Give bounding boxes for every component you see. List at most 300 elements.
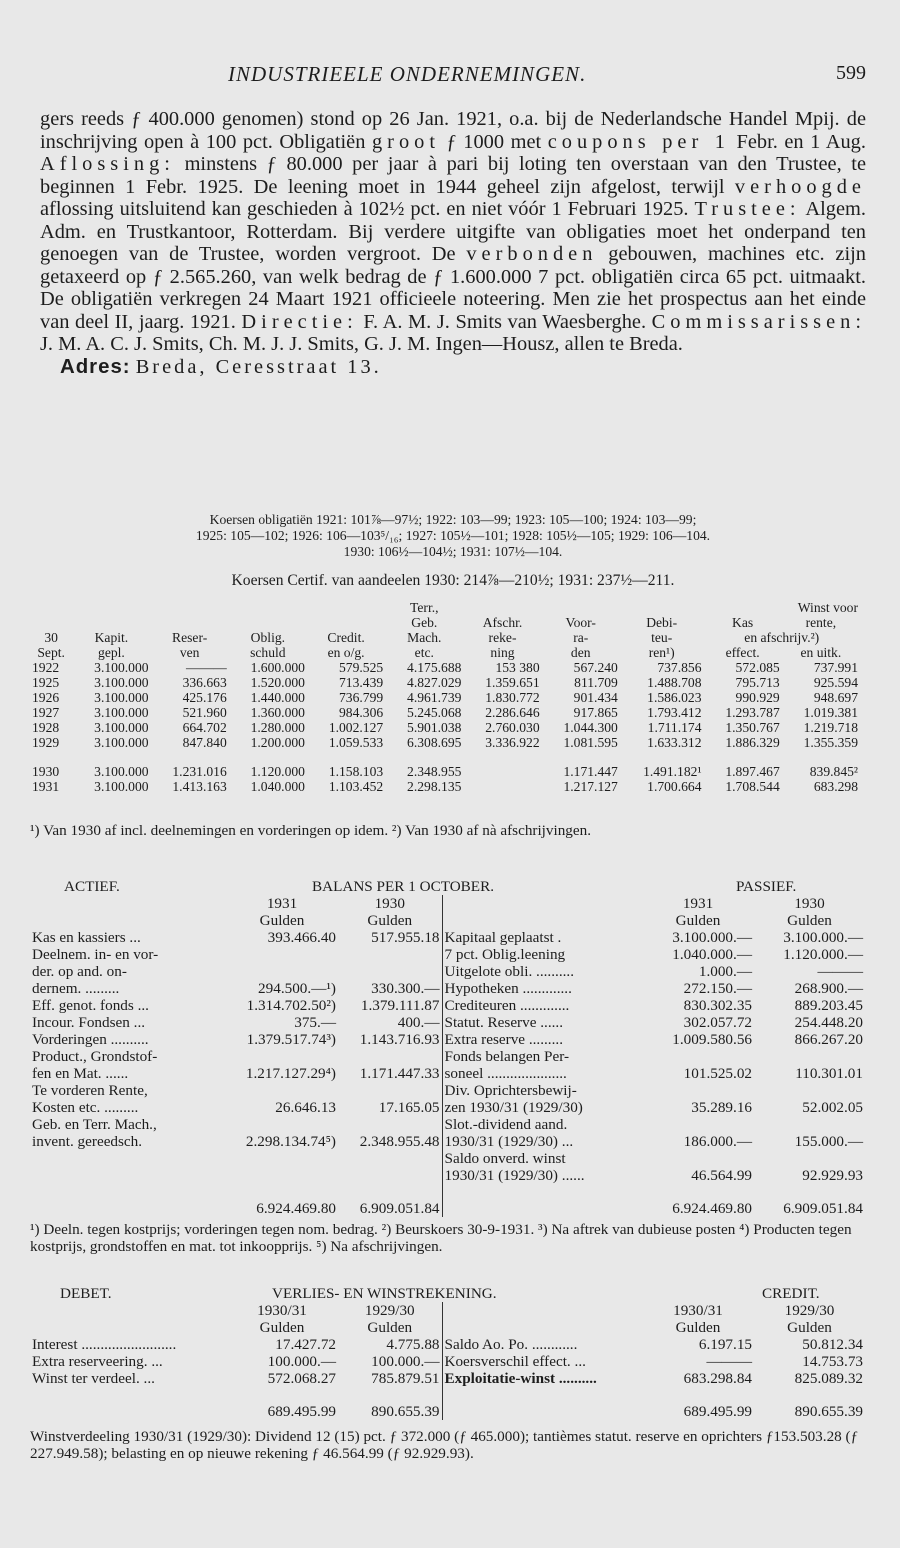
row-label: Eff. genot. fonds ... [32,997,149,1014]
text-run: Febr. en 1 Aug. [729,130,866,153]
table-row [30,1014,865,1031]
text-run: Algem. Adm. en Trustkantoor, Rotterdam. Bij verdere uitgifte van obligaties moet het onderpand ten genoegen van de Trustee, worden vergroot. De [40,198,866,265]
table-cell: 153 380 [495,660,540,675]
table-cell: 664.702 [182,720,227,735]
table-cell: 5.245.068 [407,705,462,720]
table-row [30,980,865,997]
row-label: Koersverschil effect. ... [442,1353,642,1370]
quote-line: 1925: 105—102; 1926: 106—103⁵/₁₆; 1927: 105½—101; 1928: 105½—105; 1929: 106—104. [195,528,711,543]
table-cell: 1.040.000.— [672,946,752,963]
header-row [30,1302,865,1319]
table-cell [30,600,72,615]
spaced-term: verhoogde [734,175,866,198]
credit-title: CREDIT. [762,1285,820,1302]
table-cell: 1.103.452 [328,779,384,794]
table-cell: 901.434 [573,690,618,705]
table-cell [754,1116,865,1133]
profit-loss [30,1285,865,1462]
table-cell: 101.525.02 [683,1065,752,1082]
column-header: 1930/31 [673,1302,723,1319]
table-row [30,690,860,705]
spacer [30,750,860,764]
row-label: Saldo onverd. winst [442,1150,642,1167]
table-cell: 46.564.99 [691,1167,752,1184]
column-header: Oblig. [250,630,286,645]
table-cell: 1.040.000 [250,779,305,794]
text-run: gers reeds ƒ 400.000 genomen) stond op 26 Jan. 1921, o.a. bij de Nederlandsche Handel Mpij. de inschrijving open à 100 pct. Obligatiën [40,108,866,153]
pl-title: VERLIES- EN WINSTREKENING. [272,1285,497,1302]
table-cell: 2.348.955 [407,764,462,779]
table-cell [30,1184,226,1217]
row-label: 7 pct. Oblig.leening [442,946,642,963]
table-cell: 35.289.16 [691,1099,752,1116]
pl-table [30,1302,865,1420]
table-cell: 839.845² [809,764,858,779]
table-cell [338,946,442,963]
header-row [30,615,860,630]
column-header: Kapit. [94,630,129,645]
row-label: der. op and. on- [32,963,127,980]
table-cell: 1.488.708 [647,675,702,690]
column-header: en o/g. [327,645,365,660]
table-cell: 50.812.34 [802,1336,863,1353]
table-cell [338,1167,442,1184]
table-cell: 2.298.134.74⁵) [245,1133,336,1150]
total: 890.655.39 [371,1403,440,1420]
table-cell [754,1150,865,1167]
table-row [30,1150,865,1167]
table-row [30,963,865,980]
table-cell [226,946,338,963]
table-cell: 1.350.767 [725,720,780,735]
spaced-term: Commissarissen: [651,310,867,333]
table-cell [442,1319,642,1336]
column-header: en afschrijv.²) [744,630,820,645]
table-cell [442,1184,642,1217]
table-row [30,1065,865,1082]
total: 6.909.051.84 [783,1200,863,1217]
table-cell: 1927 [32,705,60,720]
column-header: Gulden [259,1319,305,1336]
row-label: Kosten etc. ......... [32,1099,139,1116]
table-cell: 683.298.84 [683,1370,752,1387]
column-header: gepl. [98,645,125,660]
table-cell: 14.753.73 [802,1353,863,1370]
table-cell: ——— [706,1353,752,1370]
balance-title: BALANS PER 1 OCTOBER. [312,878,494,895]
passief-title: PASSIEF. [736,878,797,895]
column-header: 1931 [682,895,714,912]
column-header: effect. [725,645,760,660]
table-cell: 302.057.72 [683,1014,752,1031]
table-cell: 1.217.127 [563,779,618,794]
table-cell: 1.158.103 [328,764,384,779]
address: Breda, Ceresstraat 13. [135,355,382,378]
table-cell: 1.143.716.93 [359,1031,440,1048]
column-header: den [570,645,591,660]
table-cell: 17.427.72 [275,1336,336,1353]
table-cell: 6.308.695 [407,735,462,750]
table-cell: 3.100.000 [94,690,149,705]
total: 6.909.051.84 [359,1200,440,1217]
total: 890.655.39 [794,1403,863,1420]
table-cell [226,963,338,980]
column-header: Gulden [675,1319,721,1336]
table-cell [30,1319,226,1336]
table-row [30,929,865,946]
table-cell: 1.491.182¹ [643,764,702,779]
row-label: dernem. ......... [32,980,120,997]
table-row [30,1048,865,1065]
table-cell [30,1302,226,1319]
table-row [30,1133,865,1150]
column-header: Debi- [646,615,678,630]
row-label: Kapitaal geplaatst . [442,929,642,946]
table-cell [463,779,541,794]
row-label: zen 1930/31 (1929/30) [442,1099,642,1116]
table-cell: 3.100.000 [94,675,149,690]
table-cell: 736.799 [339,690,384,705]
table-cell: 254.448.20 [794,1014,863,1031]
table-cell [226,1150,338,1167]
table-cell: 1.586.023 [647,690,702,705]
table-cell: 1.700.664 [647,779,702,794]
row-label: Winst ter verdeel. ... [32,1370,155,1387]
table-row [30,675,860,690]
table-cell: 683.298 [813,779,858,794]
table-cell [642,1048,754,1065]
column-header: 30 [44,630,58,645]
row-label: Geb. en Terr. Mach., [32,1116,157,1133]
total: 689.495.99 [267,1403,336,1420]
table-cell: 1.280.000 [250,720,305,735]
table-cell: 1931 [32,779,60,794]
total: 6.924.469.80 [672,1200,752,1217]
balance-footnote: ¹) Deeln. tegen kostprijs; vorderingen tegen nom. bedrag. ²) Beurskoers 30-9-1931. ³) Na aftrek van dubieuse posten ⁴) Producten tegen kostprijs, grondstoffen en mat. tot inkoopprijs. ⁵) Na afschrijvingen. [30,1221,852,1255]
table-cell: ——— [817,963,863,980]
column-header: Sept. [37,645,65,660]
table-cell: 1928 [32,720,60,735]
actief-title: ACTIEF. [64,878,120,895]
column-header: teu- [651,630,673,645]
table-cell: 1922 [32,660,60,675]
table-cell: 4.827.029 [407,675,462,690]
column-header: schuld [250,645,286,660]
column-header: rente, [805,615,837,630]
table-cell: 3.100.000 [94,764,149,779]
table-cell: 1930 [32,764,60,779]
column-header: Gulden [675,912,721,929]
column-header: Gulden [787,912,832,929]
table-cell: 572.085 [735,660,780,675]
table-cell: 26.646.13 [275,1099,336,1116]
table-cell: 1.000.— [698,963,752,980]
row-label: Incour. Fondsen ... [32,1014,146,1031]
table-cell: 1.711.174 [647,720,702,735]
table-cell: 1926 [32,690,60,705]
table-cell: 100.000.— [371,1353,440,1370]
table-cell: 572.068.27 [267,1370,336,1387]
table-cell: 1.219.718 [803,720,858,735]
column-header: 1929/30 [784,1302,835,1319]
table-cell: 272.150.— [683,980,752,997]
table-cell [307,600,385,615]
table-cell: 294.500.—¹) [258,980,336,997]
table-cell: 1.002.127 [328,720,384,735]
table-row [30,764,860,779]
table-row [30,720,860,735]
text-run: aflossing uitsluitend kan geschieden à 102½ pct. en niet vóór 1 Februari 1925. [40,198,695,220]
table-cell: 3.100.000 [94,660,149,675]
row-label: Extra reserveering. ... [32,1353,163,1370]
table-cell: 917.865 [573,705,618,720]
table-cell: 336.663 [182,675,227,690]
table-cell [338,1048,442,1065]
table-row [30,660,860,675]
column-header: reke- [488,630,517,645]
table-row [30,946,865,963]
table-cell: 1.708.544 [725,779,780,794]
table-cell [30,912,226,929]
row-label: Vorderingen .......... [32,1031,149,1048]
table-cell [442,912,642,929]
totals-row [30,1184,865,1217]
spaced-term: groot [371,130,441,153]
column-header: Gulden [367,912,413,929]
table-cell: 1.081.595 [563,735,618,750]
table-cell: 1.171.447.33 [359,1065,440,1082]
table-cell: 1.314.702.50²) [246,997,336,1014]
table-cell [620,600,704,615]
table-cell: 1.633.312 [647,735,702,750]
table-cell [30,895,226,912]
row-label: Div. Oprichtersbewij- [442,1082,642,1099]
table-cell: 1.413.163 [172,779,227,794]
row-label: Fonds belangen Per- [442,1048,642,1065]
table-row [30,1353,865,1370]
column-header: 1930 [374,895,405,912]
table-cell [754,1082,865,1099]
row-label: invent. gereedsch. [32,1133,143,1150]
table-cell [542,600,620,615]
quote-line: Koersen obligatiën 1921: 101⅞—97½; 1922: 103—99; 1923: 105—100; 1924: 103—99; [209,512,697,527]
row-label: 1930/31 (1929/30) ... [442,1133,642,1150]
table-cell: 795.713 [735,675,780,690]
table-cell: 737.991 [813,660,858,675]
bond-quotes [40,512,866,560]
table-row [30,1031,865,1048]
table-cell: 1.379.517.74³) [246,1031,336,1048]
capital-footnote: ¹) Van 1930 af incl. deelnemingen en vorderingen op idem. ²) Van 1930 af nà afschrijvingen. [30,822,592,839]
column-header: Reser- [172,630,208,645]
table-cell: 1.379.111.87 [360,997,440,1014]
column-header: Gulden [259,912,305,929]
table-cell: 3.100.000 [94,779,149,794]
table-cell [72,600,150,615]
column-header: ning [490,645,515,660]
row-label: fen en Mat. ...... [32,1065,129,1082]
table-cell [442,1387,642,1420]
quote-line: 1930: 106½—104½; 1931: 107½—104. [343,544,563,559]
table-cell [72,615,150,630]
table-row [30,1116,865,1133]
table-cell: 330.300.— [371,980,440,997]
row-label: Saldo Ao. Po. ............ [442,1336,642,1353]
table-cell: 400.— [397,1014,440,1031]
table-cell: 785.879.51 [371,1370,440,1387]
table-cell [442,895,642,912]
table-cell: 375.— [294,1014,336,1031]
table-cell [226,1048,338,1065]
table-row [30,1099,865,1116]
page-number: 599 [836,62,866,84]
table-cell: 3.100.000.— [672,929,752,946]
balance-sheet [30,878,865,1255]
company-description [40,108,866,378]
table-cell: 52.002.05 [802,1099,863,1116]
table-cell: 2.286.646 [485,705,540,720]
table-cell: 155.000.— [794,1133,863,1150]
total: 6.924.469.80 [256,1200,336,1217]
table-row [30,997,865,1014]
table-cell: 1.600.000 [250,660,305,675]
table-row [30,705,860,720]
balance-table [30,895,865,1217]
table-cell: 1.830.772 [485,690,540,705]
dividend-note: Winstverdeeling 1930/31 (1929/30): Dividend 12 (15) pct. ƒ 372.000 (ƒ 465.000); tantièmes statut. reserve en oprichters ƒ153.503.28 (ƒ 227.949.58); belasting en op nieuwe rekening ƒ 46.564.99 (ƒ 92.929.93). [30,1428,859,1462]
table-row [30,1082,865,1099]
table-cell: 889.203.45 [794,997,863,1014]
table-cell: 1.897.467 [725,764,780,779]
table-cell: 1.059.533 [328,735,384,750]
table-cell: 3.336.922 [485,735,540,750]
table-cell [229,600,307,615]
column-header: Terr., [410,600,439,615]
row-label: 1930/31 (1929/30) ...... [442,1167,642,1184]
table-cell: 1.009.580.56 [672,1031,752,1048]
spaced-term: Trustee: [694,198,801,220]
table-cell: 1.231.016 [172,764,227,779]
table-cell: 110.301.01 [795,1065,863,1082]
table-cell: 1.293.787 [725,705,780,720]
table-cell: 866.267.20 [794,1031,863,1048]
column-header: 1930/31 [257,1302,307,1319]
text-run: F. A. M. J. Smits van Waesberghe. [357,310,652,333]
row-label: Hypotheken ............. [442,980,642,997]
row-label: Extra reserve ......... [442,1031,642,1048]
table-cell [30,615,72,630]
spaced-term: Aflossing: [40,153,175,175]
table-cell [463,600,541,615]
row-label: Deelnem. in- en vor- [32,946,159,963]
table-cell: 984.306 [339,705,384,720]
table-cell [229,615,307,630]
table-cell: 92.929.93 [802,1167,863,1184]
table-cell: 1.200.000 [250,735,305,750]
column-header: 1930 [794,895,825,912]
column-header: Gulden [787,1319,832,1336]
table-cell: 1.217.127.29⁴) [245,1065,336,1082]
row-label: soneel ..................... [442,1065,642,1082]
table-cell: 830.302.35 [683,997,752,1014]
table-cell: 4.175.688 [407,660,462,675]
capital-table [30,600,860,794]
column-header: Winst voor [797,600,858,615]
table-cell: 3.100.000.— [783,929,863,946]
table-cell: 5.901.038 [407,720,462,735]
table-cell: 521.960 [182,705,227,720]
total: 689.495.99 [683,1403,752,1420]
table-cell: 1925 [32,675,60,690]
row-label [30,1150,226,1167]
row-label: Product., Grondstof- [32,1048,158,1065]
table-cell: 3.100.000 [94,705,149,720]
row-label: Interest ......................... [32,1336,177,1353]
column-header: Mach. [407,630,442,645]
row-label: Uitgelote obli. .......... [442,963,642,980]
table-cell: 2.760.030 [485,720,540,735]
header-row [30,895,865,912]
table-cell [226,1167,338,1184]
table-cell [642,1082,754,1099]
table-cell: 1.019.381 [803,705,858,720]
column-header: 1929/30 [364,1302,415,1319]
table-cell [226,1116,338,1133]
row-label: Statut. Reserve ...... [442,1014,642,1031]
table-cell: 186.000.— [683,1133,752,1150]
text-run: minstens ƒ 80.000 per jaar à pari bij loting ten overstaan van den Trustee, te beginnen 1 Febr. 1925. De leening moet in 1944 geheel zijn afgelost, terwijl [40,153,866,198]
table-cell: 1.886.329 [725,735,780,750]
table-cell: 268.900.— [794,980,863,997]
table-cell [338,1082,442,1099]
table-cell: 1.440.000 [250,690,305,705]
table-cell [338,1150,442,1167]
column-header: Kas [732,615,754,630]
table-cell: ——— [185,660,227,675]
table-cell [307,615,385,630]
table-cell: 825.089.32 [794,1370,863,1387]
column-header: 1931 [266,895,298,912]
column-header: ren¹) [648,645,675,660]
text-run: ƒ 1000 met [440,130,548,153]
column-header: etc. [414,645,434,660]
table-cell [338,963,442,980]
row-label: Exploitatie-winst .......... [442,1370,642,1387]
table-cell: 1.359.651 [485,675,540,690]
row-label: Kas en kassiers ... [32,929,141,946]
header-row [30,1319,865,1336]
row-label: Te vorderen Rente, [32,1082,148,1099]
table-cell: 3.100.000 [94,735,149,750]
spaced-term: Directie: [241,310,358,333]
table-cell: 1.120.000 [250,764,305,779]
table-cell [151,615,229,630]
table-cell: 990.929 [735,690,780,705]
table-row [30,735,860,750]
table-cell [226,1082,338,1099]
table-row [30,1336,865,1353]
table-cell [338,1116,442,1133]
table-cell: 925.594 [813,675,858,690]
column-header: ra- [573,630,589,645]
table-cell: 3.100.000 [94,720,149,735]
column-header: Afschr. [482,615,523,630]
table-cell: 1929 [32,735,60,750]
row-label: Crediteuren ............. [442,997,642,1014]
debet-title: DEBET. [60,1285,112,1302]
table-cell [642,1150,754,1167]
table-cell: 2.298.135 [407,779,462,794]
